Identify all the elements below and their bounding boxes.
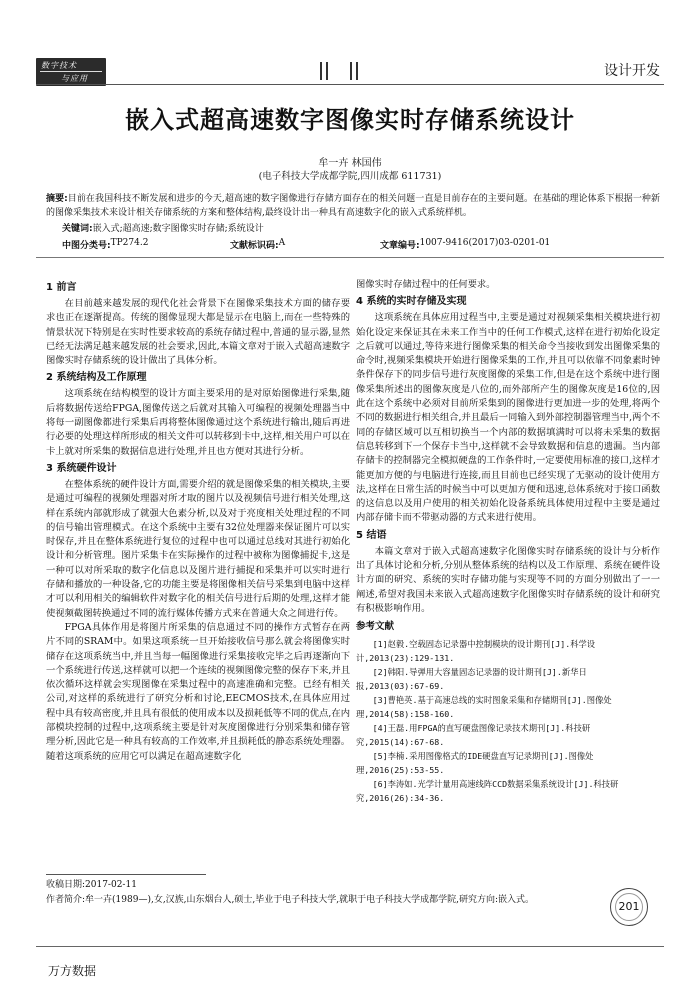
references-title: 参考文献 <box>356 621 395 633</box>
footnote-rule <box>46 874 206 875</box>
page-number-badge <box>610 888 648 926</box>
article-id-value: 1007-9416(2017)03-0201-01 <box>419 238 551 248</box>
reference-item: [3]曹艳英.基于高速总线的实时图象采集和存储期刊[J].图像处理,2014(58):158-160. <box>356 694 612 719</box>
section-3-title: 3 系统硬件设计 <box>46 462 117 474</box>
header-rule <box>36 84 664 85</box>
clc-label: 中图分类号: <box>62 241 111 251</box>
section-4-paragraph: 这项系统在具体应用过程当中,主要是通过对视频采集相关模块进行初始化设定来保证其在未来工作当中的任何工作模式,这样在进行初始化设定之后就可以通过,等待来进行图像采集的相关命令当接收到发出图像采集的命令时,视频采集模块开始进行图像采集的工作,并且可以依靠不同象素时钟条件保存下的同步信号进行灰度图像的采集工作,但是在这个系统中进行图像采集所述出的图像灰度是八位的,而外部所产生的图像灰度是16位的,因此在这个系统中必须对目前所采集到的图像进行更加进一步的处理,将两个不同的数据进行相关组合,并且最后一同输入到外部控制器管理当中,两个不同的存储区域可以互相切换当一个内部的数据填满时可以将未采集的数据信息转移到下一个保存卡当中,这样就不会导致数据和信息的遗漏。当内部存储卡的控制器完全模拟硬盘的工作条件时,一定要使用标准的接口,这样才能更加方便的与电脑进行连接,而且目前也已经实现了无驱动的设计使用方法,这样在日常生活的时候当中可以更加方便和迅速,总体系统对于接口函数的这信息以及用户使用的相关初始化设备系统具体使用过程中主要是通过内部存储卡而不带驱动器的方式来进行使用。 <box>356 312 660 524</box>
doc-code-label: 文献标识码: <box>230 241 279 251</box>
received-date: 收稿日期:2017-02-11 <box>46 880 137 890</box>
paper-title: 嵌入式超高速数字图像实时存储系统设计 <box>125 105 575 134</box>
authors: 牟一卉 林国伟 <box>318 158 382 169</box>
section-label: 设计开发 <box>604 63 660 79</box>
section-1-title: 1 前言 <box>46 282 77 293</box>
section-1-paragraph: 在目前越来越发展的现代化社会背景下在图像采集技术方面的储存要求也正在逐渐提高。传统的图像显现大都是显示在电脑上,而在一些特殊的情景状况下特别是在实时性要求较高的系统存储过程中,普通的显示器,显然已经无法满足越来越发展的社会要求,因此,本篇文章对于嵌入式超高速数字图像实时存储系统的设计做出了具体分析。 <box>46 298 350 367</box>
section-2-paragraph: 这项系统在结构模型的设计方面主要采用的是对原始图像进行采集,随后将数据传送给FPGA,图像传送之后就对其输入可编程的视频处理器当中将每一副图像都进行采集后再将整体图像通过这个系统进行输出,随后再进行必要的处理这样所形成的相关文件可以转移到卡中,这样,相关用户可以在卡上就对所采集的数据信息进行处理,并且也方便对其进行分析。 <box>46 388 350 457</box>
section-5-title: 5 结语 <box>356 529 387 541</box>
abstract <box>46 192 660 220</box>
doc-code-value: A <box>278 238 286 248</box>
section-4-title: 4 系统的实时存储及实现 <box>356 296 467 308</box>
header-divider-marks <box>320 62 400 80</box>
reference-item: [2]韩阳.导弹用大容量固态记录器的设计期刊[J].新华日报,2013(03):67-69. <box>356 666 587 691</box>
continued-paragraph: 图像实时存储过程中的任何要求。 <box>356 279 496 290</box>
section-3-paragraph-1: 在整体系统的硬件设计方面,需要介绍的就是图像采集的相关模块,主要是通过可编程的视频处理器对所才取的图片以及视频信号进行相关处理,这样在系统内部就形成了就强大色素分析,以及对于亮度相关处理过程的不同的信号输出管理模式。在这个系统中主要有32位处理器来保证图片可以实时保存,并且在整体系统进行复位的过程中也可以通过总线对其进行初始化设计和分析管理。图片采集卡在实际操作的过程中被称为图像捕捉卡,这是一种可以对所采取的数字化信息以及图片进行捕捉和采集并可以实时进行存储和播放的一种设备,它的功能主要是将图像相关信号采集到电脑中这样才可以利用相关的编辑软件对数字化的相关信号进行后期的处理,这样才能使视频截图转换通过不同的流行媒体传播方式来在普通大众之间进行传。 <box>46 478 350 619</box>
article-meta <box>62 238 662 252</box>
database-watermark: 万方数据 <box>48 964 97 978</box>
abstract-text: 目前在我国科技不断发展和进步的今天,超高速的数字图像进行存储方面存在的相关问题一直是目前存在的主要问题。在基础的理论体系下根据一种新的图像采集技术来设计相关存储系统的方案和整体结构,最终设计出一种具有高速数字化的嵌入式系统样机。 <box>46 194 660 218</box>
section-3-paragraph-2: FPGA具体作用是将图片所采集的信息通过不同的操作方式暂存在两片不同的SRAM中。如果这项系统一旦开始接收信号那么就会将图像实时储存在这项系统当中,并且当每一幅图像进行采集接收完毕之后再逐渐向下一个系统进行传送,这样就可以把一个连续的视频图像完整的保存下来,并且依次循环这样就会实现图像在采集过程中的高速准确和完整。已经有相关公司,对这样的系统进行了研究分析和讨论,EECMOS技术,在具体应用过程中具有较高密度,并且具有很低的使用成本以及损耗低等不同的优点,在内部模块控制的过程中,这项系统主要是针对灰度图像进行分别采集和储存管理分析,因此它是一种具有较高的工作效率,并且损耗低的静态系统处理器。随着这项系统的应用它可以满足在超高速数字化 <box>46 621 350 762</box>
keywords-label: 关键词: <box>62 224 93 234</box>
left-column <box>46 278 350 764</box>
reference-item: [4]王磊.用FPGA的直写硬盘图像记录技术期刊[J].科技研究,2015(14):67-68. <box>356 722 591 747</box>
bottom-rule <box>36 946 664 947</box>
article-id-label: 文章编号: <box>380 241 420 251</box>
reference-item: [6]李涛如.光学计量用高速线阵CCD数据采集系统设计[J].科技研究,2016(26):34-36. <box>356 778 619 803</box>
section-2-title: 2 系统结构及工作原理 <box>46 372 147 384</box>
journal-logo <box>36 58 106 86</box>
journal-logo-top: 数字技术 <box>41 61 77 70</box>
keywords <box>62 221 660 234</box>
affiliation: (电子科技大学成都学院,四川成都 611731) <box>258 171 442 182</box>
abstract-label: 摘要: <box>46 194 68 204</box>
author-bio: 作者简介:牟一卉(1989—),女,汉族,山东烟台人,硕士,毕业于电子科技大学,就职于电子科技大学成都学院,研究方向:嵌入式。 <box>46 895 535 905</box>
meta-rule <box>36 257 664 258</box>
reference-item: [5]李楠.采用图像格式的IDE硬盘直写记录期刊[J].图像处理,2016(25):53-55. <box>356 750 594 775</box>
section-5-paragraph: 本篇文章对于嵌入式超高速数字化图像实时存储系统的设计与分析作出了具体讨论和分析,分别从整体系统的结构以及工作原理、系统在硬件设计方面的研究、系统的实时存储功能与实现等不同的方面分别做出了一一阐述,希望对我国未来嵌入式超高速数字化图像实时存储系统的设计和研究有积极影响作用。 <box>356 545 660 614</box>
keywords-text: 嵌入式;超高速;数字图像实时存储;系统设计 <box>92 224 264 234</box>
reference-item: [1]赵毅.空载固态记录器中控制模块的设计期刊[J].科学设计,2013(23):129-131. <box>356 638 596 663</box>
journal-logo-bottom: 与应用 <box>61 74 88 83</box>
page-number: 201 <box>618 900 640 913</box>
clc-value: TP274.2 <box>110 238 149 248</box>
right-column <box>356 278 660 805</box>
